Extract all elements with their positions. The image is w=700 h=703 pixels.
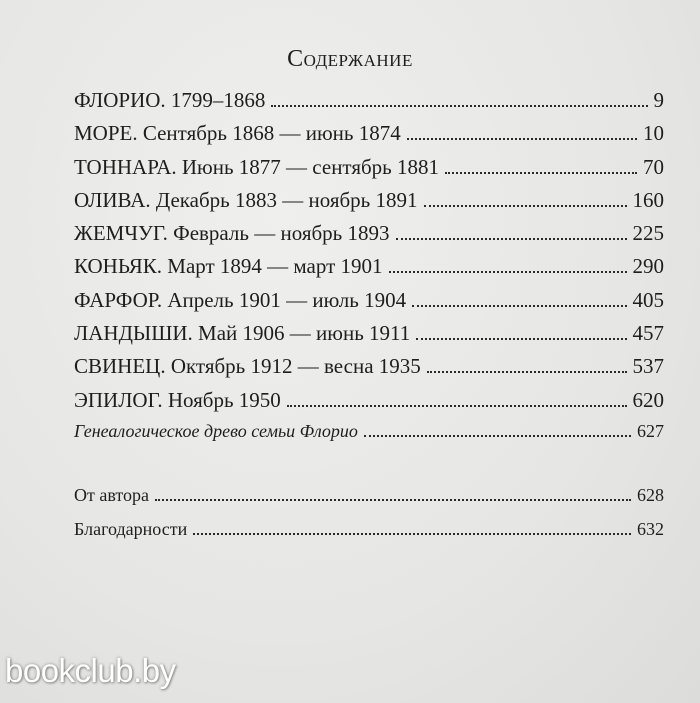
dot-leader bbox=[155, 499, 631, 501]
toc-entry-label: От автора bbox=[74, 485, 150, 506]
toc-entry-label: КОНЬЯК. Март 1894 — март 1901 bbox=[74, 254, 383, 279]
toc-entry-page: 70 bbox=[643, 154, 664, 179]
toc-entry-page: 405 bbox=[632, 287, 664, 312]
toc-entry bbox=[74, 121, 664, 154]
dot-leader bbox=[389, 271, 627, 273]
toc-entry-page: 457 bbox=[632, 321, 664, 346]
dot-leader bbox=[445, 172, 637, 174]
toc-entry bbox=[74, 288, 664, 321]
toc-entry-page: 628 bbox=[637, 485, 664, 506]
dot-leader bbox=[287, 405, 627, 407]
dot-leader bbox=[424, 205, 627, 207]
toc-entry bbox=[74, 388, 664, 421]
table-of-contents bbox=[74, 88, 664, 552]
toc-entry-label: МОРЕ. Сентябрь 1868 — июнь 1874 bbox=[74, 121, 401, 146]
dot-leader bbox=[396, 238, 627, 240]
dot-leader bbox=[364, 435, 631, 437]
toc-entry bbox=[74, 254, 664, 287]
toc-entry-page: 627 bbox=[637, 420, 664, 441]
toc-entry bbox=[74, 354, 664, 387]
toc-entry-label: ЛАНДЫШИ. Май 1906 — июнь 1911 bbox=[74, 321, 411, 346]
toc-entry-page: 537 bbox=[632, 354, 664, 379]
toc-entry bbox=[74, 155, 664, 188]
toc-entry-label: Генеалогическое древо семьи Флорио bbox=[74, 420, 358, 441]
dot-leader bbox=[271, 105, 647, 107]
site-watermark: bookclub.by bbox=[5, 652, 176, 689]
dot-leader bbox=[427, 371, 627, 373]
toc-entry-page: 620 bbox=[632, 387, 664, 412]
toc-entry-page: 160 bbox=[632, 187, 664, 212]
toc-entry-label: ОЛИВА. Декабрь 1883 — ноябрь 1891 bbox=[74, 187, 418, 212]
toc-entry-label: Благодарности bbox=[74, 518, 188, 539]
toc-entry bbox=[74, 321, 664, 354]
toc-entry-label: ЖЕМЧУГ. Февраль — ноябрь 1893 bbox=[74, 221, 390, 246]
toc-entry bbox=[74, 188, 664, 221]
dot-leader bbox=[416, 338, 626, 340]
section-gap bbox=[74, 454, 664, 485]
toc-entry-label: СВИНЕЦ. Октябрь 1912 — весна 1935 bbox=[74, 354, 421, 379]
toc-entry-label: ФЛОРИО. 1799–1868 bbox=[74, 88, 266, 112]
toc-entry-label: ТОННАРА. Июнь 1877 — сентябрь 1881 bbox=[74, 154, 439, 179]
dot-leader bbox=[407, 138, 637, 140]
toc-entry-page: 225 bbox=[632, 221, 664, 246]
page-title: Содержание bbox=[287, 46, 413, 72]
toc-entry-page: 10 bbox=[643, 121, 664, 146]
dot-leader bbox=[193, 533, 631, 535]
toc-entry-back-matter bbox=[74, 519, 664, 552]
toc-entry-family-tree bbox=[74, 421, 664, 454]
toc-entry-page: 290 bbox=[632, 254, 664, 279]
toc-entry bbox=[74, 221, 664, 254]
toc-entry-back-matter bbox=[74, 485, 664, 518]
dot-leader bbox=[412, 305, 626, 307]
toc-entry-label: ЭПИЛОГ. Ноябрь 1950 bbox=[74, 387, 281, 412]
toc-entry-page: 632 bbox=[637, 518, 664, 539]
toc-entry bbox=[74, 88, 664, 121]
toc-entry-label: ФАРФОР. Апрель 1901 — июль 1904 bbox=[74, 287, 407, 312]
toc-entry-page: 9 bbox=[653, 88, 664, 112]
